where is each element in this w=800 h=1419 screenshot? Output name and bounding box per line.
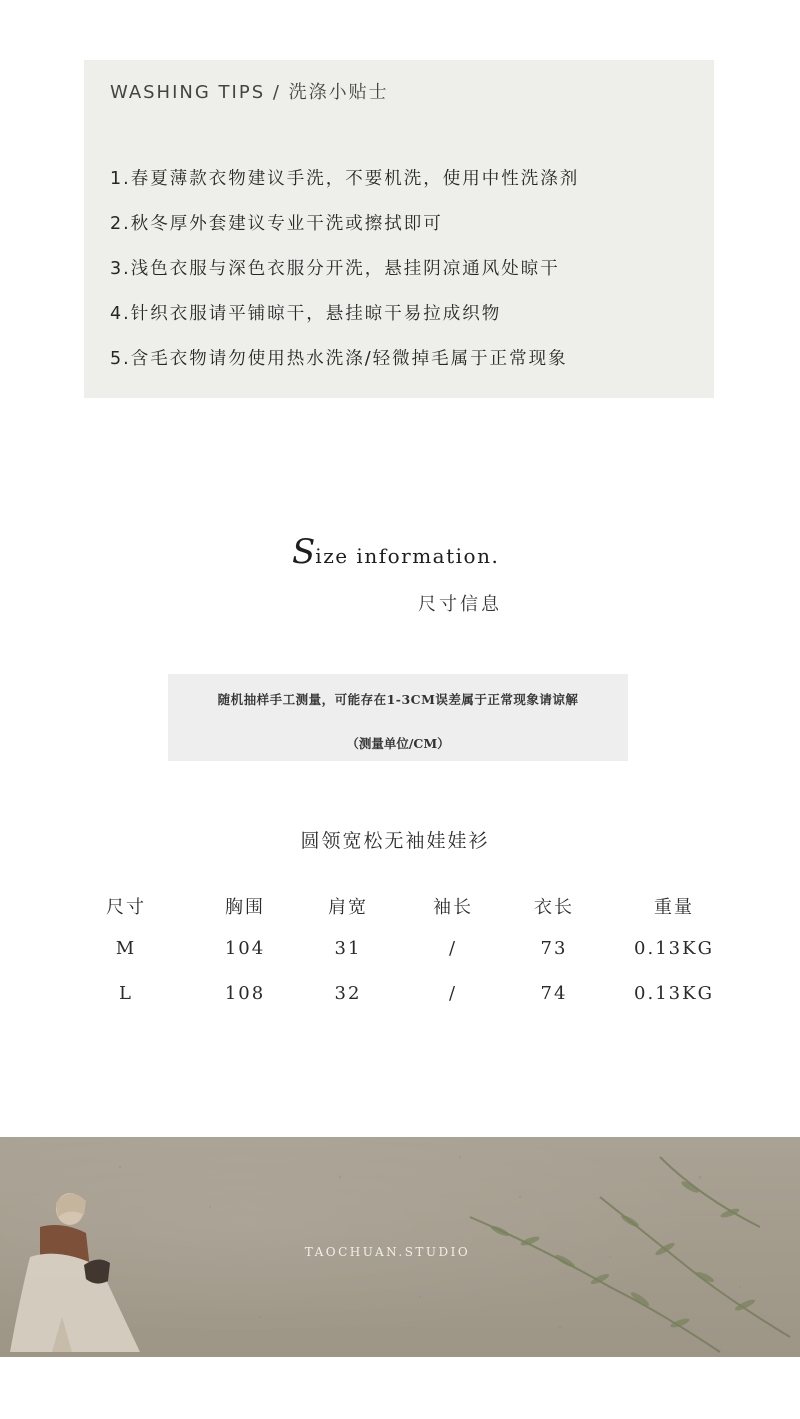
size-table xyxy=(80,893,760,1028)
washing-tip-item: 4.针织衣服请平铺晾干，悬挂晾干易拉成织物 xyxy=(110,304,502,324)
size-table-header-cell: 衣长 xyxy=(534,897,574,918)
size-information-heading xyxy=(292,532,499,572)
size-information-subtitle: 尺寸信息 xyxy=(418,594,502,615)
size-table-cell: L xyxy=(119,983,133,1004)
size-table-header-cell: 肩宽 xyxy=(328,897,368,918)
size-table-cell: 32 xyxy=(334,983,362,1004)
size-table-header-cell: 重量 xyxy=(654,897,694,918)
size-table-header-row xyxy=(80,893,760,938)
washing-tip-item: 5.含毛衣物请勿使用热水洗涤/轻微掉毛属于正常现象 xyxy=(110,349,568,369)
size-table-header-cell: 尺寸 xyxy=(106,897,146,918)
size-table-row xyxy=(80,983,760,1028)
size-table-cell: M xyxy=(115,938,137,959)
size-heading-initial: S xyxy=(292,532,316,572)
size-table-header-cell: 袖长 xyxy=(433,897,473,918)
washing-tip-item: 2.秋冬厚外套建议专业干洗或擦拭即可 xyxy=(110,214,443,234)
size-table-cell: 0.13KG xyxy=(634,938,714,959)
size-table-cell: 104 xyxy=(224,938,266,959)
measurement-note-text: 随机抽样手工测量，可能存在1-3CM误差属于正常现象请谅解 xyxy=(217,692,579,707)
size-table-cell: 74 xyxy=(540,983,568,1004)
size-table-cell: / xyxy=(448,983,458,1004)
size-table-cell: 0.13KG xyxy=(634,983,714,1004)
measurement-note-box xyxy=(168,674,628,761)
washing-tips-list xyxy=(110,164,579,389)
studio-watermark-text: TAOCHUAN.STUDIO xyxy=(304,1245,471,1259)
size-table-row xyxy=(80,938,760,983)
product-title: 圆领宽松无袖娃娃衫 xyxy=(300,830,490,852)
washing-tip-item: 3.浅色衣服与深色衣服分开洗，悬挂阴凉通风处晾干 xyxy=(110,259,560,279)
size-table-header-cell: 胸围 xyxy=(225,897,265,918)
footer-photo-banner xyxy=(0,1137,800,1357)
washing-tip-item: 1.春夏薄款衣物建议手洗，不要机洗，使用中性洗涤剂 xyxy=(110,169,580,189)
washing-tips-panel xyxy=(84,60,714,398)
size-heading-rest: ize information. xyxy=(315,544,500,568)
washing-tips-title: WASHING TIPS / 洗涤小贴士 xyxy=(110,82,389,103)
size-table-cell: 73 xyxy=(540,938,568,959)
person-figure xyxy=(10,1193,140,1352)
size-table-cell: / xyxy=(448,938,458,959)
size-table-cell: 31 xyxy=(334,938,362,959)
measurement-unit-text: （测量单位/CM） xyxy=(346,736,450,751)
size-table-cell: 108 xyxy=(224,983,266,1004)
